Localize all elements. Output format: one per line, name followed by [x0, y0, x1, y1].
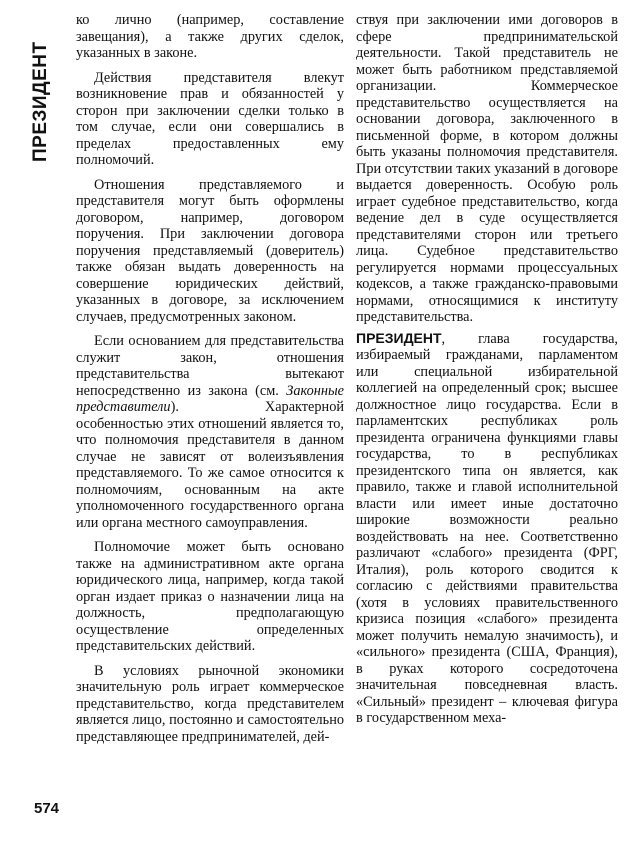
entry-headword: ПРЕЗИДЕНТ	[356, 329, 442, 346]
running-head	[30, 12, 60, 162]
left-paragraph-4-part-b: ). Характерной особенностью этих отношений является то, что полномочия представителя в данном случае не зависят от волеизъявления представляемого. То же самое относится к полномочиям, основанным на акте уполномоченного государственного органа или органа местного самоуправления.	[76, 399, 344, 531]
left-paragraph-5: Полномочие может быть основано также на административном акте органа юридического лица, например, когда такой орган издает приказ о назначении лица на должность, предполагающую осуществление определенных представительских действий.	[76, 539, 344, 654]
right-column	[356, 12, 618, 727]
running-head-text: ПРЕЗИДЕНТ	[30, 41, 51, 162]
left-column	[76, 12, 344, 745]
entry-text: , глава государства, избираемый гражданами, парламентом или специальной избирательной коллегией на определенный срок; высшее должностное лицо государства. Если в парламентских республиках роль президента ограничена функциями главы государства, то в республиках президентского типа он является, как правило, также и главой исполнительной власти или имеет иные достаточно широкие возможности реально воздействовать на нее. Соответственно различают «слабого» президента (ФРГ, Италия), роль которого сводится к согласию с действиями правительства (хотя в условиях правительственного кризиса позиция «слабого» президента может получить немалую значимость), и «сильного» президента (США, Франция), в руках которого сосредоточена значительная повседневная власть. «Сильный» президент – ключевая фигура в государственном меха-	[356, 330, 618, 726]
left-paragraph-4	[76, 333, 344, 531]
page-number: 574	[34, 800, 60, 817]
left-paragraph-2: Действия представителя влекут возникновение прав и обязанностей у сторон при заключении сделки только в том случае, если они совершались в пределах предоставленных ему полномочий.	[76, 69, 344, 168]
left-paragraph-3: Отношения представляемого и представителя могут быть оформлены договором, например, договором поручения. При заключении договора поручения представляемый (доверитель) также обязан выдать доверенность на совершение юридических действий, указанных в договоре, за исключением случаев, предусмотренных законом.	[76, 176, 344, 325]
left-paragraph-1: ко лично (например, составление завещания), а также других сделок, указанных в законе.	[76, 12, 344, 61]
cross-reference-link[interactable]: Законные представители	[76, 382, 344, 415]
left-paragraph-6: В условиях рыночной экономики значительную роль играет коммерческое представительство, когда представителем является лицо, постоянно и самостоятельно представляющее предпринимателей, дей-	[76, 662, 344, 745]
left-paragraph-4-part-a: Если основанием для представительства служит закон, отношения представительства вытекают непосредственно из закона (см.	[76, 333, 344, 399]
entry-president	[356, 330, 618, 727]
right-paragraph-1: ствуя при заключении ими договоров в сфере предпринимательской деятельности. Такой представитель не может быть работником представляемой организации. Коммерческое представительство осуществляется на основании договора, заключенного в письменной форме, в котором должны быть указаны полномочия представителя. При отсутствии таких указаний в договоре выдается доверенность. Особую роль играет судебное представительство, когда ведение дел в суде осуществляется представителями сторон или третьего лица. Судебное представительство регулируется нормами процессуальных кодексов, а также гражданско-правовыми нормами, относящимися к институту представительства.	[356, 12, 618, 325]
